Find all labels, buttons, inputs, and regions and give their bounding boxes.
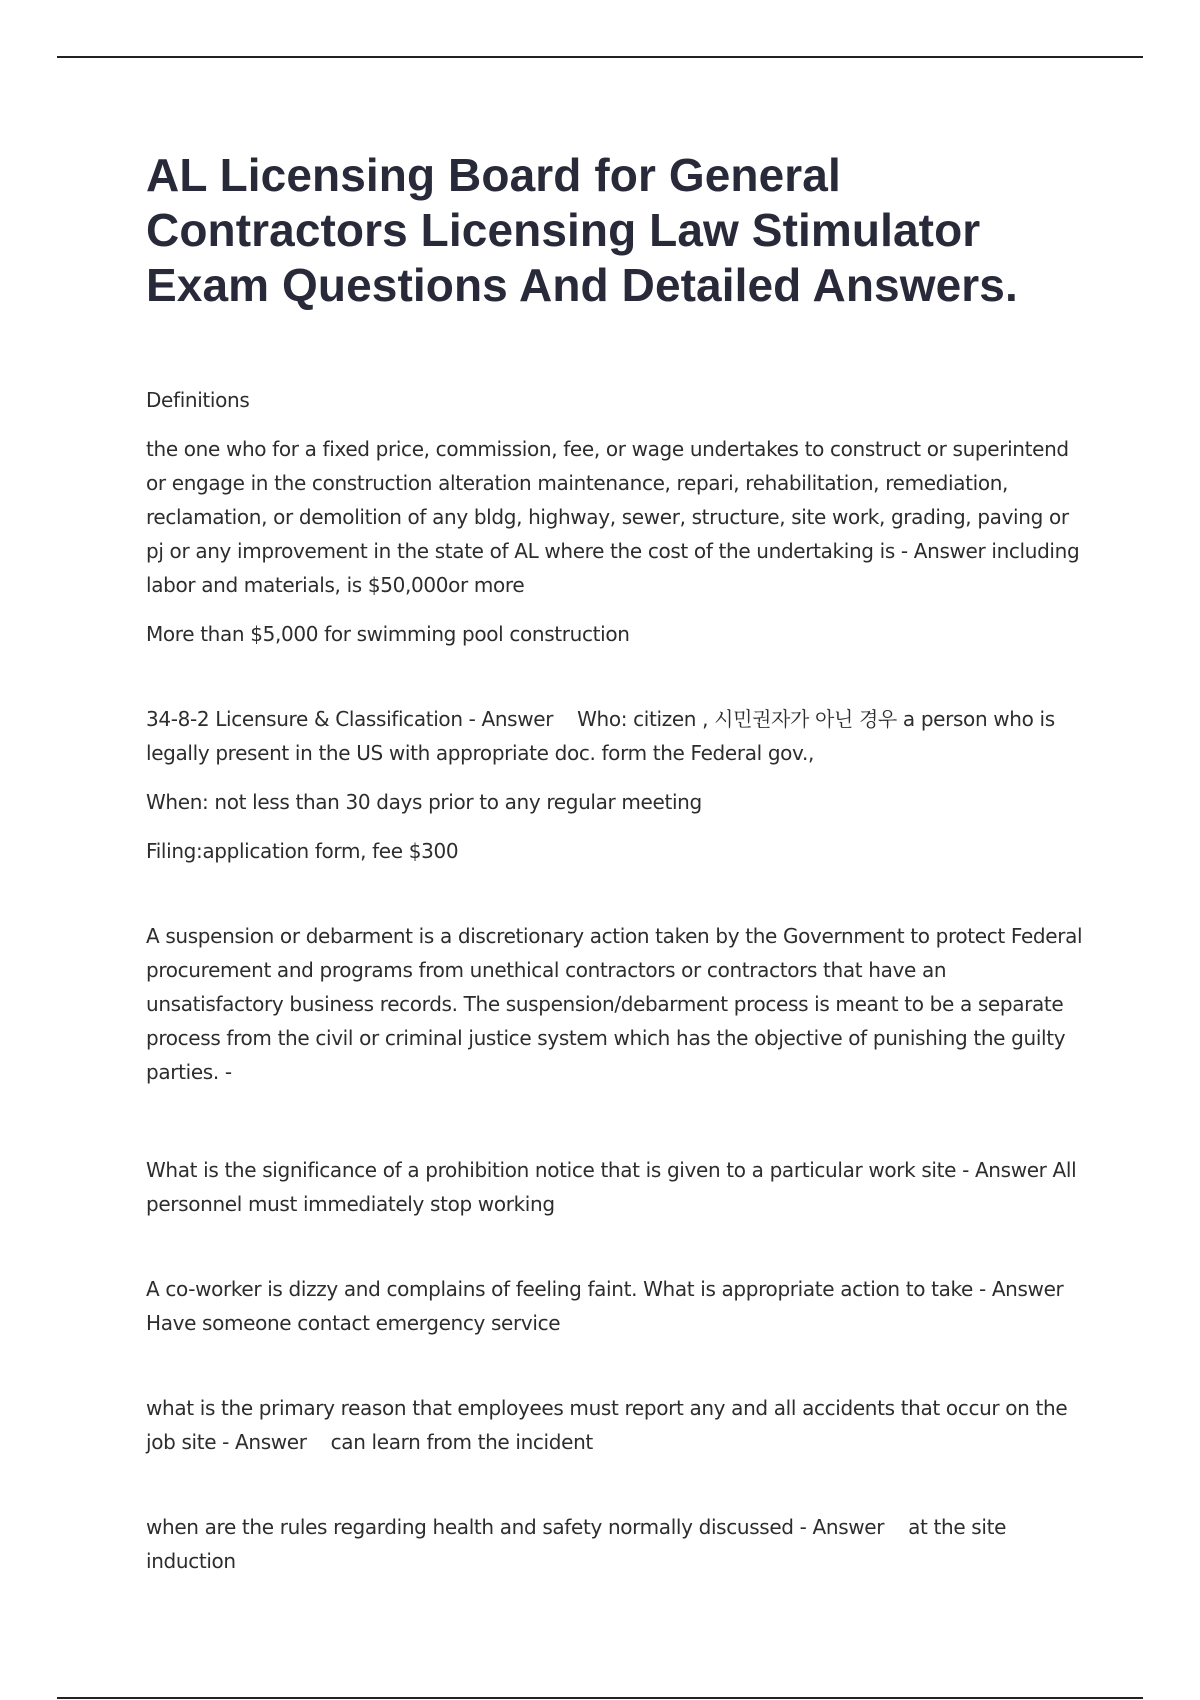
top-rule <box>57 56 1143 58</box>
paragraph-swimming-pool: More than $5,000 for swimming pool construction <box>146 622 630 646</box>
paragraph-coworker-dizzy: A co-worker is dizzy and complains of feeling faint. What is appropriate action to take - Answer Have someone contact emergency service <box>146 1277 1064 1335</box>
paragraph-suspension-debarment: A suspension or debarment is a discretionary action taken by the Government to protect Federal procurement and programs from unethical contractors or contractors that have an unsatisfactory business records. The suspension/debarment process is meant to be a separate process from the civil or criminal justice system which has the objective of punishing the guilty parties. - <box>146 924 1083 1084</box>
paragraph-filing: Filing:application form, fee $300 <box>146 839 459 863</box>
paragraph-health-safety: when are the rules regarding health and safety normally discussed - Answer at the site induction <box>146 1515 1013 1573</box>
document-body <box>146 148 1086 1578</box>
paragraph-prohibition-notice: What is the significance of a prohibition notice that is given to a particular work site - Answer All personnel must immediately stop working <box>146 1158 1077 1216</box>
paragraph-contractor-definition: the one who for a fixed price, commission, fee, or wage undertakes to construct or superintend or engage in the construction alteration maintenance, repari, rehabilitation, remediation, reclamation, or demolition of any bldg, highway, sewer, structure, site work, grading, paving or pj or any improvement in the state of AL where the cost of the undertaking is - Answer including labor and materials, is $50,000or more <box>146 437 1080 597</box>
paragraph-when: When: not less than 30 days prior to any regular meeting <box>146 790 702 814</box>
paragraph-definitions-heading: Definitions <box>146 388 250 412</box>
bottom-rule <box>57 1697 1143 1699</box>
paragraph-report-accidents: what is the primary reason that employees must report any and all accidents that occur on the job site - Answer can learn from the incident <box>146 1396 1074 1454</box>
document-title: AL Licensing Board for General Contractors Licensing Law Stimulator Exam Questions And Detailed Answers. <box>146 149 1018 311</box>
paragraph-licensure-classification: 34-8-2 Licensure & Classification - Answer Who: citizen , 시민권자가 아닌 경우 a person who is legally present in the US with appropriate doc. form the Federal gov., <box>146 707 1061 765</box>
